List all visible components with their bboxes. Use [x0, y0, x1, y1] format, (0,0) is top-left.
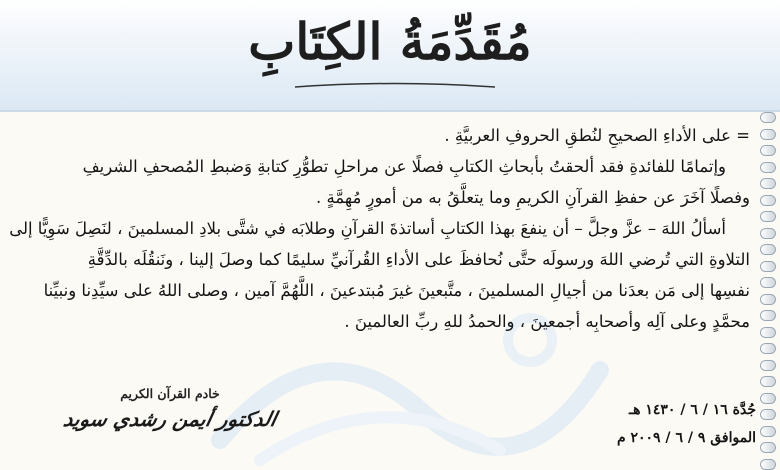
- binding-ring: [760, 195, 776, 206]
- signature-block: [40, 386, 300, 431]
- binding-ring: [760, 327, 776, 338]
- binding-ring: [760, 393, 776, 404]
- binding-ring: [760, 277, 776, 288]
- text-line: وإتمامًا للفائدةِ فقد ألحقتُ بأبحاثِ الكتابِ فصلًا عن مراحلِ تطوُّرِ كتابةِ وَضبطِ المُصحفِ الشريفِ: [82, 157, 726, 176]
- gregorian-date: الموافق ٩ / ٦ / ٢٠٠٩ م: [616, 430, 756, 446]
- signature-name: الدكتور أيمن رشدي سويد: [61, 407, 279, 431]
- notebook-binding-rings: [760, 112, 776, 470]
- title-flourish-ornament: [290, 82, 500, 92]
- text-line: أسألُ اللهَ – عزَّ وجلَّ – أن ينفعَ بهذا الكتابِ أساتذةَ القرآنِ وطلابَه في شتَّى بلادِ المسلمينَ ، لنَصِلَ سَوِيًّا إلى: [9, 219, 726, 238]
- binding-ring: [760, 145, 776, 156]
- binding-ring: [760, 409, 776, 420]
- introduction-text: [10, 120, 750, 337]
- text-line: وفصلًا آخَرَ عن حفظِ القرآنِ الكريمِ وما يتعلَّقُ به من أمورٍ مُهِمَّةٍ .: [315, 188, 750, 207]
- binding-ring: [760, 343, 776, 354]
- signature-role: خادم القرآن الكريم: [120, 386, 220, 401]
- text-line: = على الأداءِ الصحيحِ لنُطقِ الحروفِ العربيَّةِ .: [444, 126, 750, 145]
- hijri-date: جُدَّة ١٦ / ٦ / ١٤٣٠ هـ: [629, 402, 756, 418]
- binding-ring: [760, 112, 776, 123]
- binding-ring: [760, 442, 776, 453]
- binding-ring: [760, 211, 776, 222]
- binding-ring: [760, 261, 776, 272]
- text-line: محمَّدٍ وعلى آلِه وأصحابِه أجمعينَ ، والحمدُ للهِ ربِّ العالمينَ .: [344, 312, 750, 331]
- binding-ring: [760, 360, 776, 371]
- binding-ring: [760, 129, 776, 140]
- binding-ring: [760, 376, 776, 387]
- binding-ring: [760, 244, 776, 255]
- binding-ring: [760, 294, 776, 305]
- binding-ring: [760, 310, 776, 321]
- text-line: نفسِها إلى مَن بعدَنا من أجيالِ المسلمينَ ، متَّبعينَ غيرَ مُبتدعينَ ، اللَّهُمَّ آمين ، وصلى اللهُ على سيِّدِنا ونبيِّنا: [43, 281, 750, 300]
- binding-ring: [760, 228, 776, 239]
- binding-ring: [760, 178, 776, 189]
- binding-ring: [760, 162, 776, 173]
- text-line: التلاوةِ التي تُرضي اللهَ ورسولَه حتَّى نُحافظَ على الأداءِ القُرآنيِّ سليمًا كما وصلَ إلينا ، ونَنقُلَه بالدِّقَّةِ: [87, 250, 750, 269]
- page-title: مُقَدِّمَةُ الكِتَابِ: [248, 12, 532, 71]
- binding-ring: [760, 426, 776, 437]
- binding-ring: [760, 459, 776, 470]
- date-block: [617, 396, 756, 452]
